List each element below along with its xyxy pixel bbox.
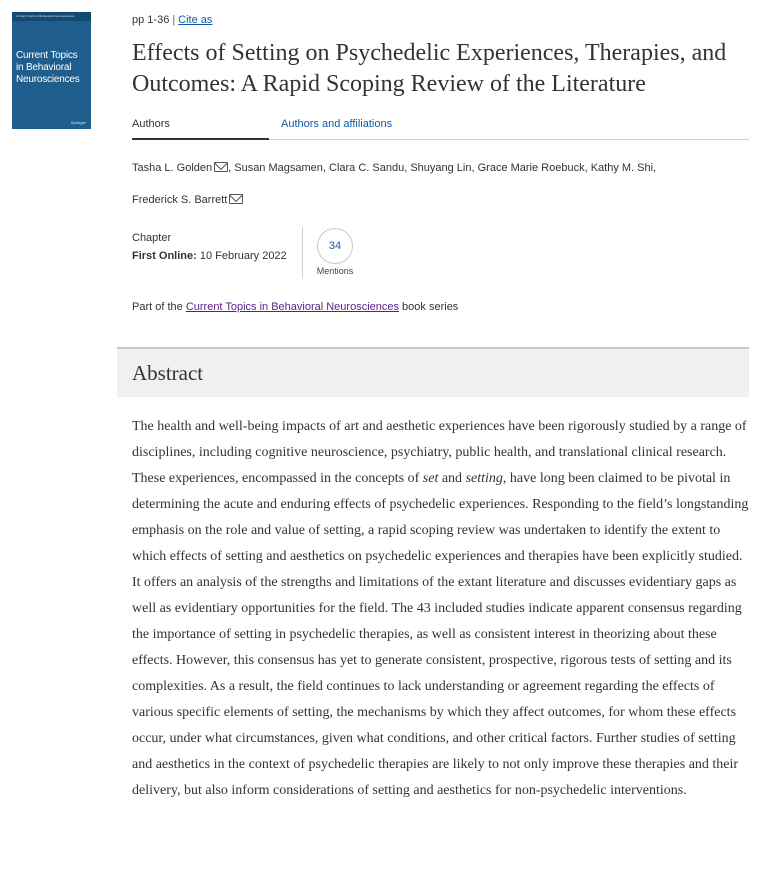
first-online-date: 10 February 2022 <box>196 250 287 262</box>
abstract-text-part: The health and well-being impacts of art and aesthetic experiences have been rigorously studied by a range of disciplines, including cognitive neuroscience, psychiatry, public health, and translational clinical research. These experiences, encompassed in the concepts of <box>132 419 747 486</box>
cover-title <box>16 50 90 86</box>
page-range-line <box>132 14 212 26</box>
abstract-text-part: and <box>438 471 466 486</box>
chapter-meta <box>132 229 287 265</box>
tab-authors[interactable]: Authors <box>132 118 269 140</box>
author-names: , Susan Magsamen, Clara C. Sandu, Shuyang Lin, Grace Marie Roebuck, Kathy M. Shi, <box>228 162 657 174</box>
cover-title-line: Current Topics <box>16 50 78 61</box>
publisher-logo: Springer <box>70 120 86 125</box>
abstract-heading: Abstract <box>132 361 204 385</box>
first-online-label: First Online: <box>132 250 197 262</box>
meta-divider <box>302 227 303 279</box>
mentions-label: Mentions <box>316 266 354 276</box>
author-list <box>132 152 752 216</box>
series-prefix: Part of the <box>132 301 186 313</box>
book-cover-image[interactable] <box>12 12 91 129</box>
abstract-section-header[interactable] <box>117 347 749 397</box>
email-icon[interactable] <box>229 194 243 204</box>
author-name[interactable]: Tasha L. Golden <box>132 162 213 174</box>
author-line <box>132 184 752 216</box>
abstract-emphasis: setting <box>465 471 503 486</box>
email-icon[interactable] <box>214 162 228 172</box>
book-series-link[interactable]: Current Topics in Behavioral Neurosciences <box>185 301 399 313</box>
first-online <box>132 247 287 265</box>
series-suffix: book series <box>399 301 459 313</box>
cover-series-label: Current Topics in Behavioral Neurosciences <box>12 12 91 21</box>
tab-authors-affiliations[interactable]: Authors and affiliations <box>281 118 393 130</box>
book-series-line <box>132 301 458 313</box>
author-name[interactable]: Frederick S. Barrett <box>132 194 228 206</box>
content-type: Chapter <box>132 232 172 244</box>
separator: | <box>172 14 176 26</box>
cover-title-line: in Behavioral <box>16 62 72 73</box>
abstract-text <box>132 414 752 804</box>
author-line <box>132 152 752 184</box>
page-range: pp 1-36 <box>132 14 170 26</box>
abstract-text-part: , have long been claimed to be pivotal in determining the acute and enduring effects of psychedelic experiences. Responding to the field’s longstanding emphasis on the role and value of setting, a rapid scoping review was undertaken to identify the extent to which effects of setting and aesthetics on psychedelic experiences and therapies have been explicitly studied. It offers an analysis of the strengths and limitations of the extant literature and discusses evidentiary gaps as well as evidentiary opportunities for the field. The 43 included studies indicate apparent consensus regarding the importance of setting in psychedelic therapies, as well as consistent interest in theorizing about these effects. However, this consensus has yet to generate consistent, prospective, rigorous tests of setting and its complexities. As a result, the field continues to lack understanding or agreement regarding the effects of various specific elements of setting, the mechanisms by which they affect outcomes, for whom these effects occur, under what circumstances, given what conditions, and other critical factors. Further studies of setting and aesthetics in the context of psychedelic therapies are likely to not only improve these therapies and their delivery, but also inform considerations of setting and aesthetics for non-psychedelic interventions. <box>132 471 749 798</box>
cite-as-link[interactable]: Cite as <box>178 14 213 26</box>
mentions-count-badge[interactable]: 34 <box>317 228 353 264</box>
cover-title-line: Neurosciences <box>16 74 80 85</box>
author-tabs <box>132 118 749 140</box>
abstract-emphasis: set <box>422 471 439 486</box>
chapter-title: Effects of Setting on Psychedelic Experiences, Therapies, and Outcomes: A Rapid Scoping Review of the Literature <box>132 40 727 97</box>
